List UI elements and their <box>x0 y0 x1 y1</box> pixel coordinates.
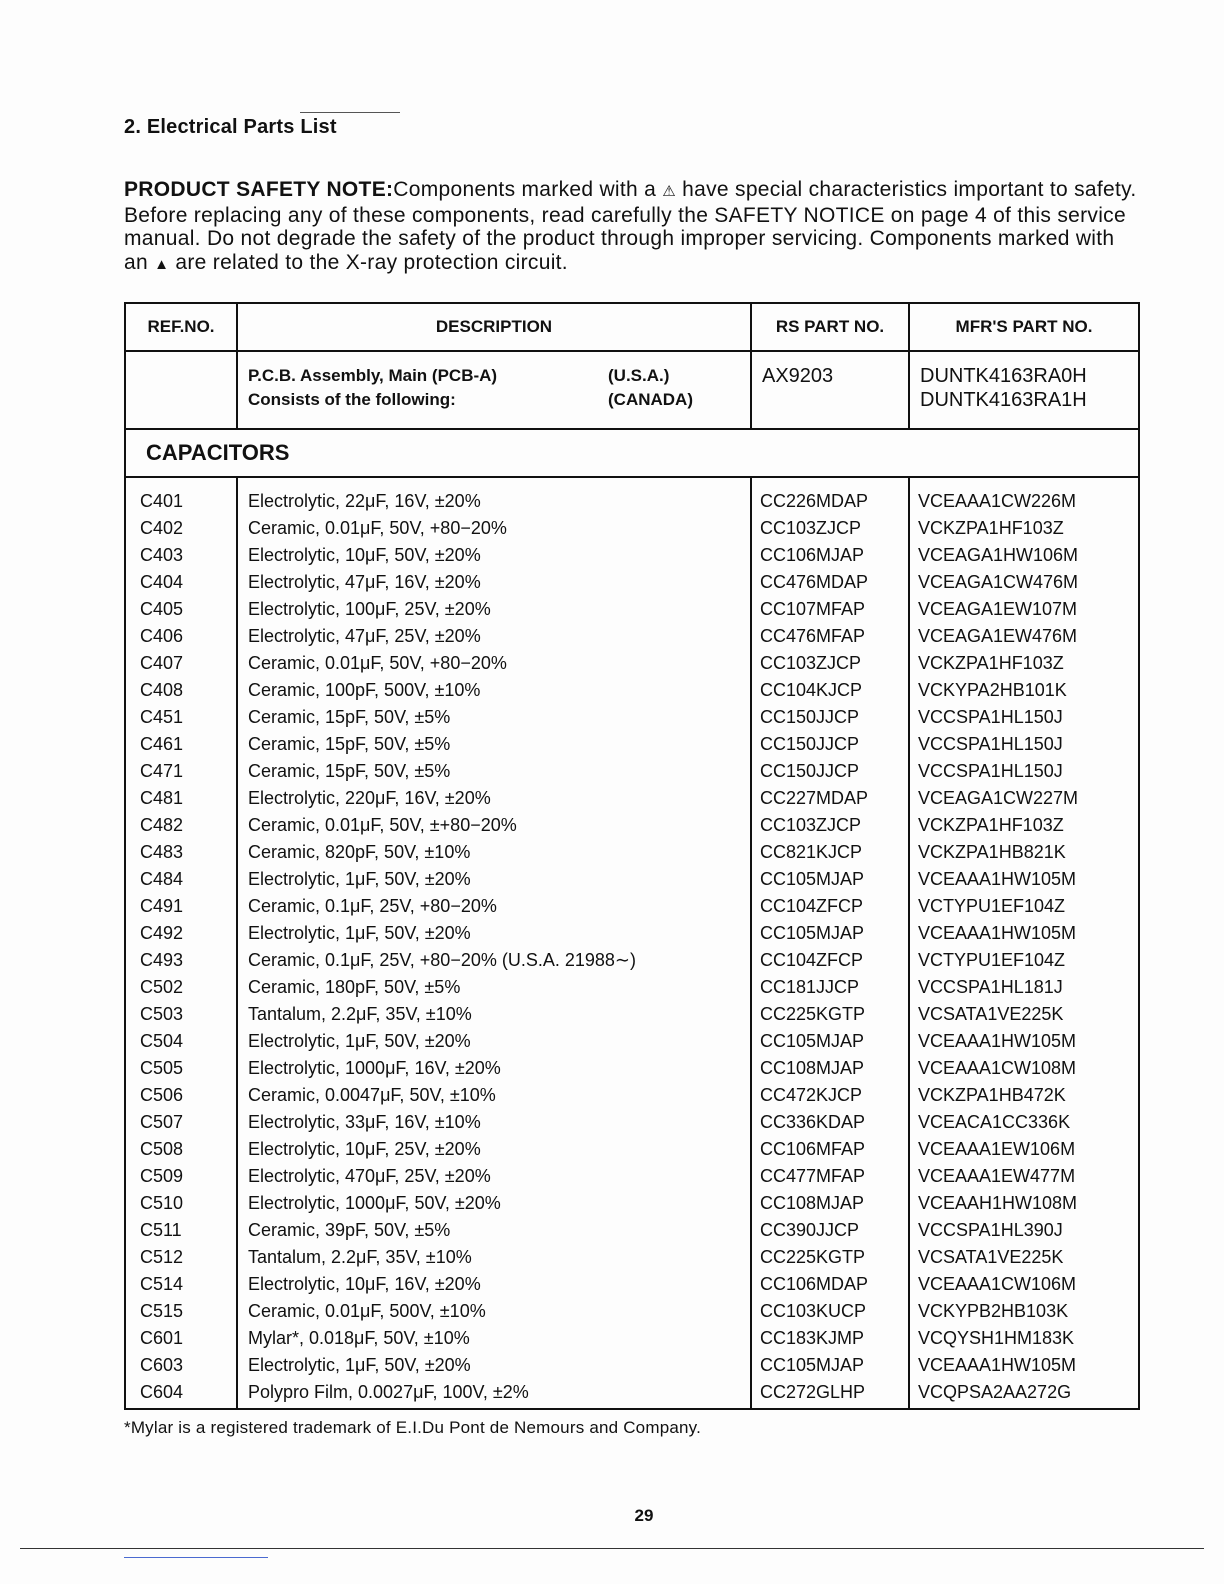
rs-part-cell: CC107MFAP <box>760 599 866 619</box>
assembly-row <box>126 352 1138 430</box>
description-cell: Electrolytic, 1μF, 50V, ±20% <box>248 1031 471 1051</box>
mfr-part-cell: VCEAGA1EW476M <box>918 626 1078 646</box>
ref-cell: C512 <box>140 1247 184 1267</box>
mfr-part-cell: VCEAAA1CW226M <box>918 491 1077 511</box>
rs-part-cell: CC150JJCP <box>760 707 860 727</box>
ref-cell: C403 <box>140 545 184 565</box>
rs-part-cell: CC272GLHP <box>760 1382 866 1402</box>
mfr-part-cell: VCEAAA1HW105M <box>918 1031 1077 1051</box>
rs-part-cell: CC105MJAP <box>760 1031 865 1051</box>
description-cell: Ceramic, 0.01μF, 500V, ±10% <box>248 1301 486 1321</box>
description-cell: Tantalum, 2.2μF, 35V, ±10% <box>248 1004 472 1024</box>
header-ref: REF.NO. <box>126 304 238 350</box>
ref-cell: C503 <box>140 1004 184 1024</box>
assembly-mfr-part <box>910 352 1138 428</box>
description-cell: Ceramic, 100pF, 500V, ±10% <box>248 680 481 700</box>
rs-part-cell: CC225KGTP <box>760 1004 866 1024</box>
rs-part-cell: CC150JJCP <box>760 761 860 781</box>
description-cell: Electrolytic, 47μF, 16V, ±20% <box>248 572 481 592</box>
mfr-part-cell: VCKZPA1HF103Z <box>918 653 1064 673</box>
ref-cell: C401 <box>140 491 184 511</box>
description-cell: Ceramic, 0.01μF, 50V, ±+80−20% <box>248 815 517 835</box>
rs-part-cell: CC150JJCP <box>760 734 860 754</box>
ref-cell: C510 <box>140 1193 184 1213</box>
rs-part-cell: CC103ZJCP <box>760 518 862 538</box>
rs-part-cell: CC336KDAP <box>760 1112 866 1132</box>
rs-part-cell: CC105MJAP <box>760 869 865 889</box>
description-cell: Electrolytic, 10μF, 16V, ±20% <box>248 1274 481 1294</box>
category-label: CAPACITORS <box>146 440 290 465</box>
description-cell: Electrolytic, 22μF, 16V, ±20% <box>248 491 481 511</box>
safety-note <box>124 178 1144 276</box>
mfr-part-cell: VCEAAA1EW106M <box>918 1139 1076 1159</box>
safety-note-text-2: have special characteristics important to safety. Before replacing any of these components, read carefully the SAFETY NOTICE on page 4 of this service manual. Do not degrade the safety of the product through improper servicing. Components marked with an <box>124 178 1137 274</box>
rs-part-cell: CC106MJAP <box>760 545 865 565</box>
mfr-part-cell: VCEAGA1HW106M <box>918 545 1079 565</box>
warning-triangle-icon: ⚠ <box>662 183 677 200</box>
parts-body <box>126 478 1138 1408</box>
mfr-part-cell: VCQYSH1HM183K <box>918 1328 1075 1348</box>
header-rs-part: RS PART NO. <box>752 304 910 350</box>
ref-cell: C601 <box>140 1328 184 1348</box>
ref-cell: C493 <box>140 950 184 970</box>
ref-cell: C451 <box>140 707 184 727</box>
ref-cell: C515 <box>140 1301 184 1321</box>
mfr-part-cell: VCCSPA1HL150J <box>918 761 1063 781</box>
description-cell: Ceramic, 39pF, 50V, ±5% <box>248 1220 451 1240</box>
description-cell: Electrolytic, 33μF, 16V, ±10% <box>248 1112 481 1132</box>
description-cell: Electrolytic, 10μF, 50V, ±20% <box>248 545 481 565</box>
ref-cell: C504 <box>140 1031 184 1051</box>
description-column <box>238 478 752 1408</box>
description-cell: Ceramic, 0.1μF, 25V, +80−20% (U.S.A. 21988∼) <box>248 950 636 970</box>
assembly-mfr-part-2: DUNTK4163RA1H <box>920 389 1087 411</box>
mfr-part-cell: VCEAAA1EW477M <box>918 1166 1076 1186</box>
description-cell: Electrolytic, 220μF, 16V, ±20% <box>248 788 491 808</box>
rs-part-cell: CC390JJCP <box>760 1220 860 1240</box>
description-cell: Tantalum, 2.2μF, 35V, ±10% <box>248 1247 472 1267</box>
mfr-part-cell: VCTYPU1EF104Z <box>918 896 1066 916</box>
ref-cell: C405 <box>140 599 184 619</box>
safety-note-text-1: Components marked with a <box>393 178 663 201</box>
assembly-line1: P.C.B. Assembly, Main (PCB-A) <box>248 366 498 385</box>
mfr-part-cell: VCKZPA1HB472K <box>918 1085 1066 1105</box>
mfr-part-cell: VCEAGA1EW107M <box>918 599 1078 619</box>
ref-cell: C407 <box>140 653 184 673</box>
description-cell: Ceramic, 15pF, 50V, ±5% <box>248 707 451 727</box>
rs-part-cell: CC226MDAP <box>760 491 869 511</box>
rs-part-cell: CC104KJCP <box>760 680 863 700</box>
mfr-part-cell: VCEAAA1HW105M <box>918 923 1077 943</box>
description-cell: Ceramic, 0.1μF, 25V, +80−20% <box>248 896 497 916</box>
ref-cell: C402 <box>140 518 184 538</box>
mfr-part-cell: VCEAAA1CW108M <box>918 1058 1077 1078</box>
assembly-description <box>238 352 752 428</box>
safety-note-lead: PRODUCT SAFETY NOTE: <box>124 178 394 201</box>
assembly-ref <box>126 352 238 428</box>
rs-part-cell: CC108MJAP <box>760 1058 865 1078</box>
mfr-part-cell: VCEAGA1CW476M <box>918 572 1079 592</box>
description-cell: Ceramic, 15pF, 50V, ±5% <box>248 734 451 754</box>
mfr-part-cell: VCEAAA1CW106M <box>918 1274 1077 1294</box>
description-cell: Electrolytic, 1μF, 50V, ±20% <box>248 1355 471 1375</box>
bottom-rule <box>20 1548 1204 1549</box>
mfr-part-cell: VCKYPB2HB103K <box>918 1301 1069 1321</box>
ref-cell: C481 <box>140 788 184 808</box>
ref-cell: C603 <box>140 1355 184 1375</box>
ref-cell: C514 <box>140 1274 184 1294</box>
safety-note-text-3: are related to the X-ray protection circuit. <box>169 250 568 274</box>
rs-part-cell: CC103ZJCP <box>760 653 862 673</box>
mfr-part-cell: VCEAAA1HW105M <box>918 869 1077 889</box>
rs-part-cell: CC227MDAP <box>760 788 869 808</box>
mfr-part-cell: VCEACA1CC336K <box>918 1112 1071 1132</box>
mfr-part-cell: VCSATA1VE225K <box>918 1247 1064 1267</box>
assembly-mfr-part-1: DUNTK4163RA0H <box>920 365 1087 387</box>
description-cell: Ceramic, 0.0047μF, 50V, ±10% <box>248 1085 496 1105</box>
assembly-line2-region: (CANADA) <box>608 390 693 409</box>
header-description: DESCRIPTION <box>238 304 752 350</box>
ref-column <box>126 478 238 1408</box>
mfr-part-cell: VCKZPA1HB821K <box>918 842 1066 862</box>
section-title: 2. Electrical Parts List <box>124 116 337 138</box>
mfr-part-cell: VCCSPA1HL181J <box>918 977 1063 997</box>
xray-triangle-icon: ▲ <box>154 255 170 273</box>
ref-cell: C492 <box>140 923 184 943</box>
description-cell: Electrolytic, 1μF, 50V, ±20% <box>248 869 471 889</box>
ref-cell: C491 <box>140 896 184 916</box>
mfr-part-cell: VCTYPU1EF104Z <box>918 950 1066 970</box>
description-cell: Electrolytic, 1000μF, 16V, ±20% <box>248 1058 501 1078</box>
description-cell: Electrolytic, 10μF, 25V, ±20% <box>248 1139 481 1159</box>
ref-cell: C483 <box>140 842 184 862</box>
rs-part-cell: CC105MJAP <box>760 1355 865 1375</box>
rs-part-cell: CC104ZFCP <box>760 896 864 916</box>
mfr-part-cell: VCKYPA2HB101K <box>918 680 1067 700</box>
description-cell: Ceramic, 0.01μF, 50V, +80−20% <box>248 653 507 673</box>
mfr-part-cell: VCEAGA1CW227M <box>918 788 1079 808</box>
description-cell: Electrolytic, 47μF, 25V, ±20% <box>248 626 481 646</box>
rs-part-cell: CC181JJCP <box>760 977 860 997</box>
rs-part-cell: CC472KJCP <box>760 1085 863 1105</box>
mfr-part-cell: VCCSPA1HL150J <box>918 734 1063 754</box>
ref-cell: C461 <box>140 734 184 754</box>
ref-cell: C604 <box>140 1382 184 1402</box>
ref-cell: C484 <box>140 869 184 889</box>
rs-part-cell: CC103ZJCP <box>760 815 862 835</box>
rs-part-cell: CC108MJAP <box>760 1193 865 1213</box>
mfr-part-cell: VCCSPA1HL390J <box>918 1220 1063 1240</box>
mfr-part-cell: VCEAAH1HW108M <box>918 1193 1078 1213</box>
mfr-part-cell: VCKZPA1HF103Z <box>918 518 1064 538</box>
page-number: 29 <box>634 1506 654 1525</box>
rs-part-cell: CC477MFAP <box>760 1166 866 1186</box>
description-cell: Ceramic, 0.01μF, 50V, +80−20% <box>248 518 507 538</box>
ref-cell: C506 <box>140 1085 184 1105</box>
title-rule <box>300 112 400 113</box>
rs-part-cell: CC103KUCP <box>760 1301 867 1321</box>
mfr-part-column <box>910 478 1138 1408</box>
description-cell: Electrolytic, 1000μF, 50V, ±20% <box>248 1193 501 1213</box>
description-cell: Electrolytic, 1μF, 50V, ±20% <box>248 923 471 943</box>
mfr-part-cell: VCSATA1VE225K <box>918 1004 1064 1024</box>
assembly-line1-region: (U.S.A.) <box>608 366 670 385</box>
category-row <box>126 430 1138 478</box>
ref-cell: C505 <box>140 1058 184 1078</box>
footnote: *Mylar is a registered trademark of E.I.Du Pont de Nemours and Company. <box>124 1418 702 1437</box>
rs-part-cell: CC106MFAP <box>760 1139 866 1159</box>
rs-part-cell: CC225KGTP <box>760 1247 866 1267</box>
assembly-rs-part: AX9203 <box>752 352 910 428</box>
ref-cell: C507 <box>140 1112 184 1132</box>
parts-table <box>124 302 1140 1410</box>
ref-cell: C408 <box>140 680 184 700</box>
ref-cell: C482 <box>140 815 184 835</box>
ref-cell: C406 <box>140 626 184 646</box>
description-cell: Mylar*, 0.018μF, 50V, ±10% <box>248 1328 470 1348</box>
rs-part-cell: CC476MDAP <box>760 572 869 592</box>
mfr-part-cell: VCEAAA1HW105M <box>918 1355 1077 1375</box>
rs-part-column <box>752 478 910 1408</box>
description-cell: Polypro Film, 0.0027μF, 100V, ±2% <box>248 1382 529 1402</box>
ref-cell: C471 <box>140 761 184 781</box>
mfr-part-cell: VCKZPA1HF103Z <box>918 815 1064 835</box>
description-cell: Electrolytic, 100μF, 25V, ±20% <box>248 599 491 619</box>
description-cell: Electrolytic, 470μF, 25V, ±20% <box>248 1166 491 1186</box>
rs-part-cell: CC183KJMP <box>760 1328 865 1348</box>
rs-part-cell: CC476MFAP <box>760 626 866 646</box>
rs-part-cell: CC105MJAP <box>760 923 865 943</box>
assembly-line2: Consists of the following: <box>248 390 456 409</box>
description-cell: Ceramic, 820pF, 50V, ±10% <box>248 842 471 862</box>
ref-cell: C509 <box>140 1166 184 1186</box>
ref-cell: C508 <box>140 1139 184 1159</box>
bottom-blue-rule <box>124 1557 268 1558</box>
ref-cell: C511 <box>140 1220 182 1240</box>
rs-part-cell: CC104ZFCP <box>760 950 864 970</box>
table-header <box>126 304 1138 352</box>
ref-cell: C404 <box>140 572 184 592</box>
ref-cell: C502 <box>140 977 184 997</box>
mfr-part-cell: VCCSPA1HL150J <box>918 707 1063 727</box>
description-cell: Ceramic, 15pF, 50V, ±5% <box>248 761 451 781</box>
rs-part-cell: CC821KJCP <box>760 842 863 862</box>
header-mfr-part: MFR'S PART NO. <box>955 317 1093 336</box>
rs-part-cell: CC106MDAP <box>760 1274 869 1294</box>
mfr-part-cell: VCQPSA2AA272G <box>918 1382 1072 1402</box>
description-cell: Ceramic, 180pF, 50V, ±5% <box>248 977 461 997</box>
